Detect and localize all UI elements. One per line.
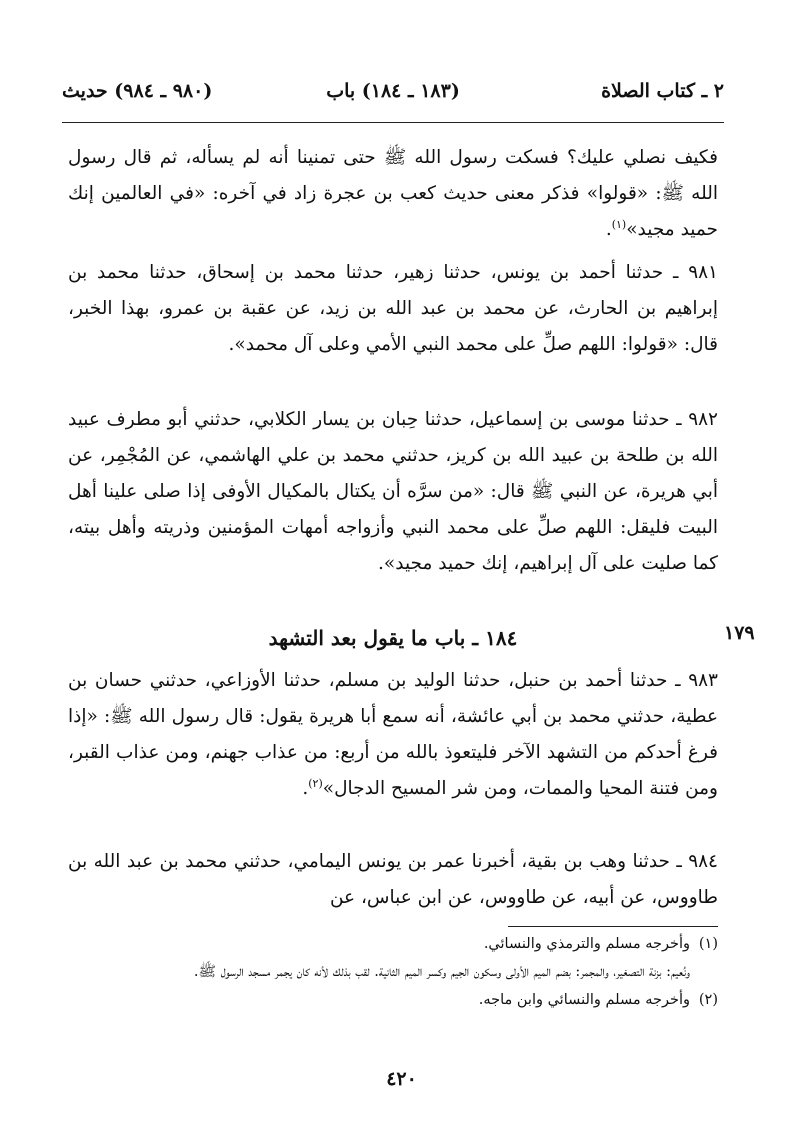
hadith-981: ٩٨١ ـ حدثنا أحمد بن يونس، حدثنا زهير، حدثنا محمد بن إسحاق، حدثنا محمد بن إبراهيم بن الحارث، عن محمد بن عبد الله بن زيد، عن عقبة بن عمرو، بهذا الخبر، قال: «قولوا: اللهم صلِّ على محمد النبي الأمي وعلى آل محمد». [68, 262, 718, 355]
footnote-1-note: ونُعيم: بزنة التصغير، والمجمر: بضم الميم الأولى وسكون الجيم وكسر الميم الثانية. لقب بذلك لأنه كان يجمر مسجد الرسول ﷺ. [193, 964, 690, 980]
hadith-983 [68, 663, 718, 807]
footnotes [68, 932, 718, 1016]
footnote-divider [508, 926, 718, 927]
header-hadith-range: (٩٨٠ ـ ٩٨٤) حديث [62, 80, 213, 102]
footnote-1 [68, 932, 718, 957]
footnote-number: (٢) [698, 992, 718, 1008]
footnote-2 [68, 988, 718, 1013]
footnote-marker: (١) [611, 217, 627, 231]
hadith-984: ٩٨٤ ـ حدثنا وهب بن بقية، أخبرنا عمر بن يونس اليمامي، حدثني محمد بن عبد الله بن طاووس، عن أبيه، عن طاووس، عن ابن عباس، عن [68, 851, 718, 908]
header-book-title: ٢ ـ كتاب الصلاة [601, 80, 724, 102]
page-number: ٤٢٠ [386, 1068, 417, 1090]
footnote-text: وأخرجه مسلم والترمذي والنسائي. [483, 936, 690, 952]
hadith-982: ٩٨٢ ـ حدثنا موسى بن إسماعيل، حدثنا حِبان بن يسار الكلابي، حدثني أبو مطرف عبيد الله بن طلحة بن عبيد الله بن كريز، حدثني محمد بن علي الهاشمي، عن المُجْمِر، عن أبي هريرة، عن النبي ﷺ قال: «من سرَّه أن يكتال بالمكيال الأوفى إذا صلى علينا أهل البيت فليقل: اللهم صلِّ على محمد النبي وأزواجه أمهات المؤمنين وذريته وأهل بيته، كما صليت على آل إبراهيم، إنك حميد مجيد». [68, 409, 718, 574]
paragraph-end: . [302, 778, 309, 799]
section-heading: ١٨٤ ـ باب ما يقول بعد التشهد [268, 626, 518, 650]
footnote-marker: (٢) [308, 776, 323, 790]
header-divider [62, 122, 724, 123]
margin-section-number: ١٧٩ [724, 622, 755, 644]
paragraph-continuation [68, 140, 718, 248]
footnote-number: (١) [698, 936, 718, 952]
header-chapter-range: (١٨٣ ـ ١٨٤) باب [326, 80, 460, 102]
footnote-text: وأخرجه مسلم والنسائي وابن ماجه. [478, 992, 690, 1008]
paragraph-text: ٩٨٣ ـ حدثنا أحمد بن حنبل، حدثنا الوليد بن مسلم، حدثنا الأوزاعي، حدثني حسان بن عطية، حدثني محمد بن أبي عائشة، أنه سمع أبا هريرة يقول: قال رسول الله ﷺ: «إذا فرغ أحدكم من التشهد الآخر فليتعوذ بالله من أربع: من عذاب جهنم، ومن عذاب القبر، ومن فتنة المحيا والممات، ومن شر المسيح الدجال» [68, 670, 718, 799]
running-header [62, 80, 724, 114]
paragraph-text: فكيف نصلي عليك؟ فسكت رسول الله ﷺ حتى تمنينا أنه لم يسأله، ثم قال رسول الله ﷺ: «قولوا» فذكر معنى حديث كعب بن عجرة زاد في آخره: «في العالمين إنك حميد مجيد» [68, 147, 718, 240]
paragraph-end: . [605, 219, 612, 240]
